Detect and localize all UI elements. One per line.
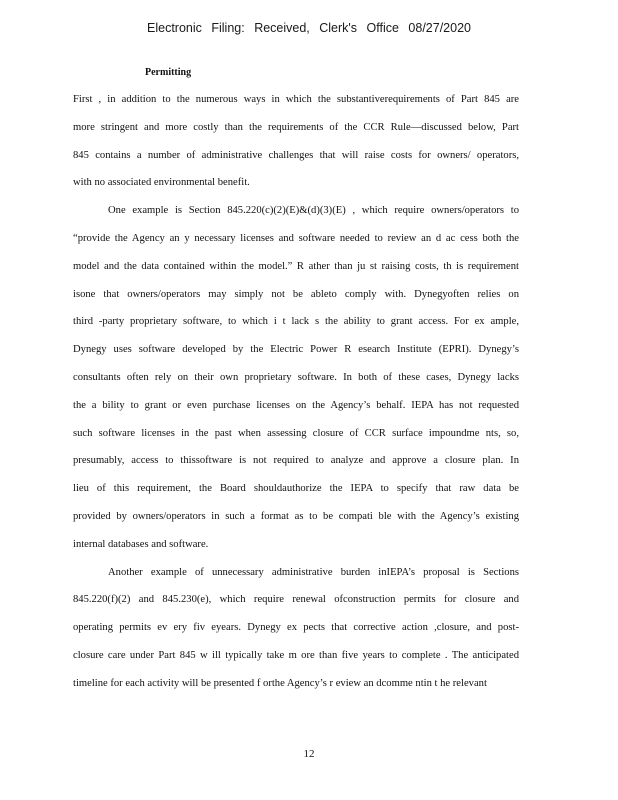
paragraph-2-line: model and the data contained within the model.” R ather than ju st raising costs, th is requirement — [73, 260, 519, 272]
page-number: 12 — [303, 748, 315, 760]
paragraph-3-line: Another example of unnecessary administrative burden inIEPA’s proposal is Sections — [108, 566, 519, 578]
paragraph-1-line: 845 contains a number of administrative challenges that will raise costs for owners/ operators, — [73, 149, 519, 161]
paragraph-2-line: Dynegy uses software developed by the Electric Power R esearch Institute (EPRI). Dynegy’s — [73, 344, 519, 356]
paragraph-2-line: provided by owners/operators in such a format as to be compati ble with the Agency’s existing — [73, 510, 519, 522]
filing-stamp: Electronic Filing: Received, Clerk's Office 08/27/2020 — [147, 21, 471, 35]
paragraph-2-line: presumably, access to thissoftware is not required to analyze and approve a closure plan. In — [73, 455, 519, 467]
paragraph-1-line: more stringent and more costly than the requirements of the CCR Rule—discussed below, Part — [73, 121, 519, 133]
paragraph-2-line: third -party proprietary software, to which i t lack s the ability to grant access. For ex ample, — [73, 316, 519, 328]
paragraph-2-line: isone that owners/operators may simply not be ableto comply with. Dynegyoften relies on — [73, 288, 519, 300]
paragraph-1-line: First , in addition to the numerous ways in which the substantiverequirements of Part 845 are — [73, 94, 519, 105]
paragraph-3-line: timeline for each activity will be presented f orthe Agency’s r eview an dcomme ntin t he relevant — [73, 677, 487, 689]
paragraph-1-line: with no associated environmental benefit. — [73, 177, 250, 189]
paragraph-2-line: “provide the Agency an y necessary licenses and software needed to review an d ac cess both the — [73, 232, 519, 244]
paragraph-2-line: internal databases and software. — [73, 538, 209, 550]
paragraph-2-line: such software licenses in the past when assessing closure of CCR surface impoundme nts, so, — [73, 427, 519, 439]
paragraph-2-line: the a bility to grant or even purchase licenses on the Agency’s behalf. IEPA has not requested — [73, 399, 519, 411]
paragraph-2-line: consultants often rely on their own proprietary software. In both of these cases, Dynegy lacks — [73, 371, 519, 383]
section-heading: Permitting — [145, 67, 192, 78]
paragraph-3-line: closure care under Part 845 w ill typically take m ore than five years to complete . The anticipated — [73, 649, 519, 661]
paragraph-2-line: One example is Section 845.220(c)(2)(E)&(d)(3)(E) , which require owners/operators to — [108, 205, 519, 217]
paragraph-3-line: operating permits ev ery fiv eyears. Dynegy ex pects that corrective action ,closure, and post- — [73, 622, 519, 634]
paragraph-2-line: lieu of this requirement, the Board shouldauthorize the IEPA to specify that raw data be — [73, 483, 519, 495]
paragraph-3-line: 845.220(f)(2) and 845.230(e), which require renewal ofconstruction permits for closure and — [73, 594, 519, 606]
body-text — [73, 86, 519, 698]
